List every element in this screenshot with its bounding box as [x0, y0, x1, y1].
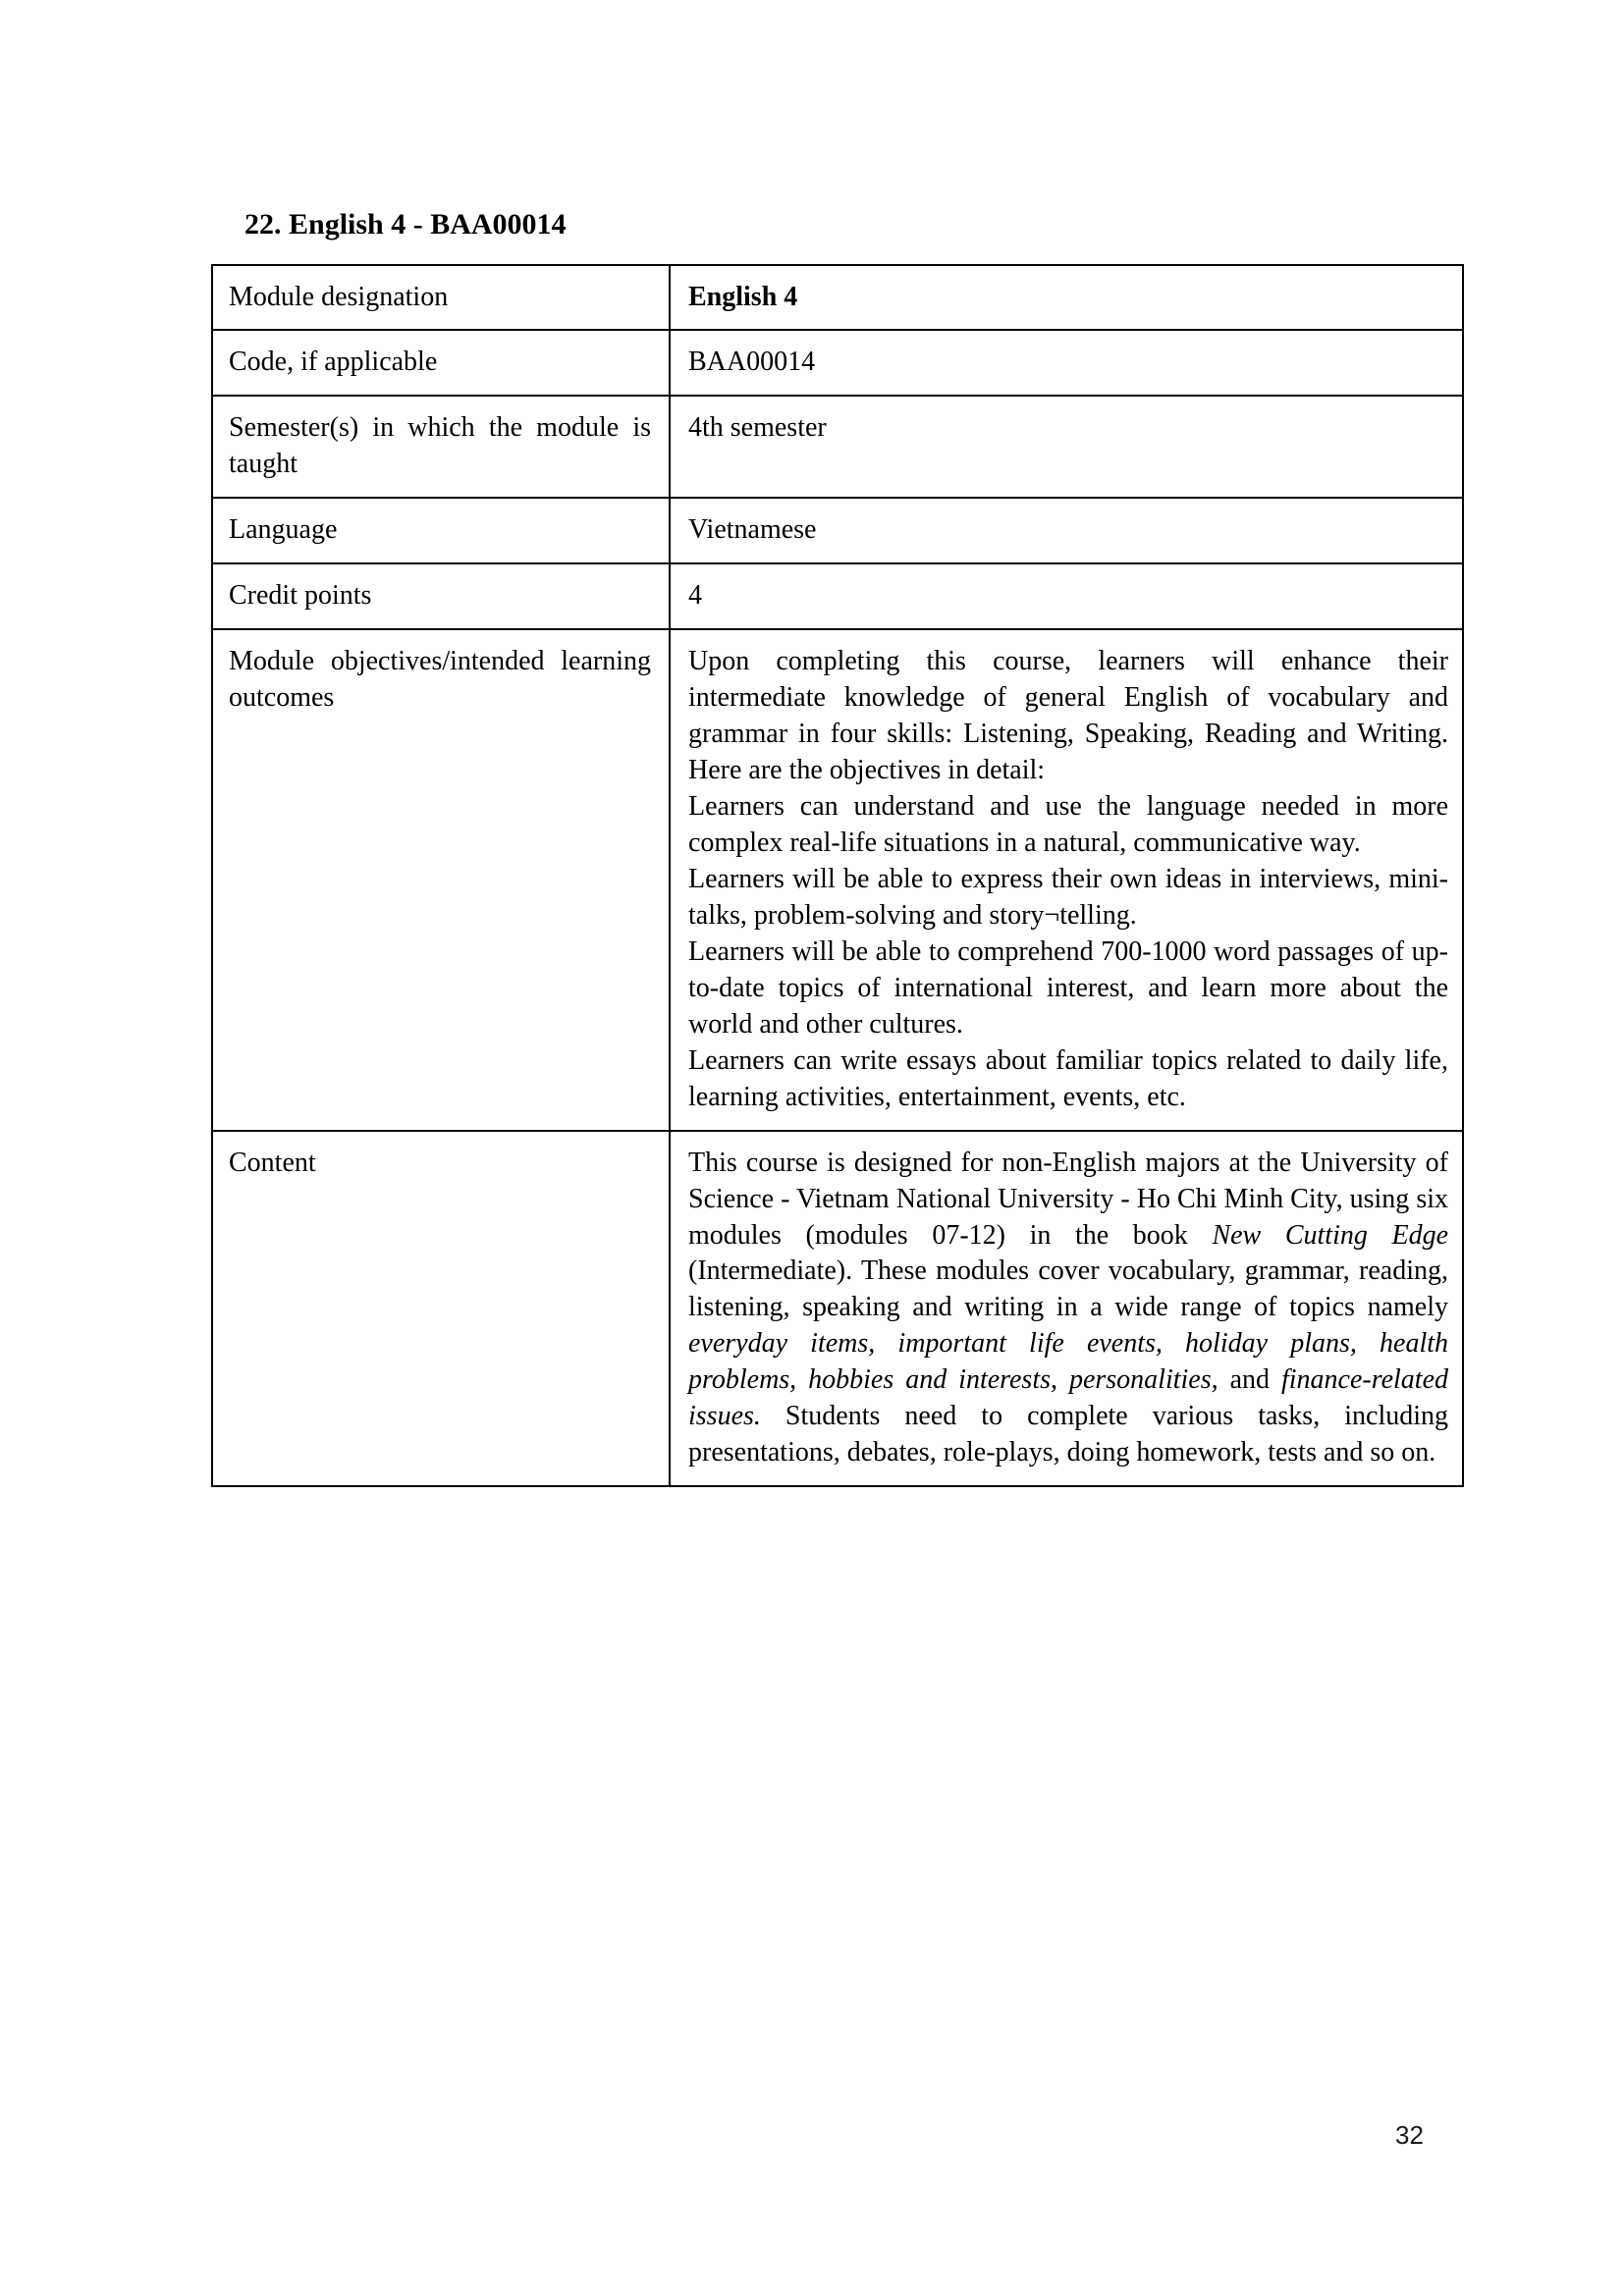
code-value: BAA00014	[670, 330, 1463, 396]
document-body	[211, 208, 1464, 1487]
paragraph: This course is designed for non-English majors at the University of Science - Vietnam National University - Ho Chi Minh City, using six modules (modules 07-12) in the book New Cutting Edge (Intermediate). These modules cover vocabulary, grammar, reading, listening, speaking and writing in a wide range of topics namely everyday items, important life events, holiday plans, health problems, hobbies and interests, personalities, and finance-related issues. Students need to complete various tasks, including presentations, debates, role-plays, doing homework, tests and so on.	[688, 1147, 1448, 1468]
table-row-credit-points	[212, 563, 1463, 629]
table-row-code	[212, 330, 1463, 396]
credit-points-label: Credit points	[212, 563, 670, 629]
language-label: Language	[212, 498, 670, 563]
module-designation-label: Module designation	[212, 265, 670, 331]
page-number: 32	[1395, 2120, 1424, 2150]
semester-label: Semester(s) in which the module is taught	[212, 396, 670, 498]
content-label: Content	[212, 1131, 670, 1487]
semester-value: 4th semester	[670, 396, 1463, 498]
table-row-language	[212, 498, 1463, 563]
section-heading: 22. English 4 - BAA00014	[244, 208, 567, 240]
table-row-semester	[212, 396, 1463, 498]
paragraph: Learners will be able to express their own ideas in interviews, mini-talks, problem-solving and story¬telling.	[688, 863, 1448, 931]
module-table-body	[212, 265, 1463, 1487]
paragraph: Learners will be able to comprehend 700-1000 word passages of up-to-date topics of international interest, and learn more about the world and other cultures.	[688, 935, 1448, 1040]
module-designation-value: English 4	[670, 265, 1463, 331]
content-value	[670, 1131, 1463, 1487]
table-row-content	[212, 1131, 1463, 1487]
module-description-table	[211, 264, 1464, 1488]
code-label: Code, if applicable	[212, 330, 670, 396]
paragraph: Upon completing this course, learners will enhance their intermediate knowledge of general English of vocabulary and grammar in four skills: Listening, Speaking, Reading and Writing. Here are the objectives in detail:	[688, 646, 1448, 786]
language-value: Vietnamese	[670, 498, 1463, 563]
table-row-module-designation	[212, 265, 1463, 331]
credit-points-value: 4	[670, 563, 1463, 629]
objectives-label: Module objectives/intended learning outcomes	[212, 629, 670, 1130]
paragraph: Learners can write essays about familiar topics related to daily life, learning activities, entertainment, events, etc.	[688, 1044, 1448, 1112]
objectives-value	[670, 629, 1463, 1130]
paragraph: Learners can understand and use the language needed in more complex real-life situations in a natural, communicative way.	[688, 791, 1448, 858]
table-row-objectives	[212, 629, 1463, 1130]
